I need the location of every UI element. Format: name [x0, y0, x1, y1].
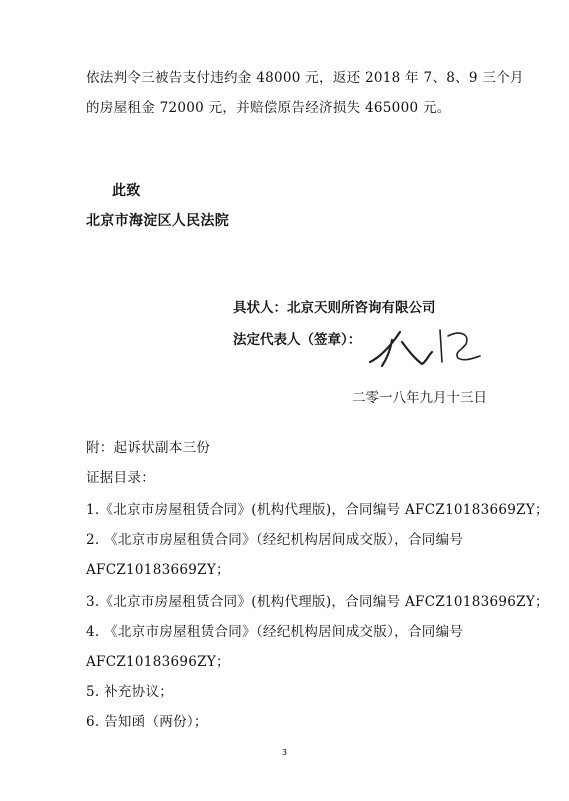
body-line-2: 的房屋租金 72000 元，并赔偿原告经济损失 465000 元。: [86, 100, 451, 116]
legal-rep-label: 法定代表人（签章）：: [233, 332, 362, 348]
evidence-line: 1.《北京市房屋租赁合同》(机构代理版)，合同编号 AFCZ10183669ZY；: [86, 502, 549, 518]
evidence-line: AFCZ10183669ZY；: [86, 562, 230, 578]
court-name: 北京市海淀区人民法院: [86, 213, 229, 229]
salutation: 此致: [112, 183, 141, 199]
evidence-line: 5. 补充协议；: [86, 684, 174, 700]
evidence-line: 3.《北京市房屋租赁合同》(机构代理版)，合同编号 AFCZ10183696ZY；: [86, 594, 549, 610]
date: 二零一八年九月十三日: [352, 390, 487, 406]
evidence-line: 2. 《北京市房屋租赁合同》（经纪机构居间成交版），合同编号: [86, 532, 464, 548]
evidence-line: 4. 《北京市房屋租赁合同》（经纪机构居间成交版），合同编号: [86, 624, 464, 640]
evidence-line: AFCZ10183696ZY；: [86, 654, 230, 670]
evidence-title: 证据目录：: [86, 470, 155, 486]
signature-image: [362, 322, 502, 372]
body-line-1: 依法判令三被告支付违约金 48000 元，返还 2018 年 7、8、9 三个月: [86, 70, 524, 86]
plaintiff-label: 具状人：北京天则所咨询有限公司: [233, 300, 436, 316]
attachment: 附：起诉状副本三份: [86, 440, 211, 456]
evidence-line: 6. 告知函（两份）；: [86, 714, 208, 730]
page-number: 3: [281, 748, 288, 757]
